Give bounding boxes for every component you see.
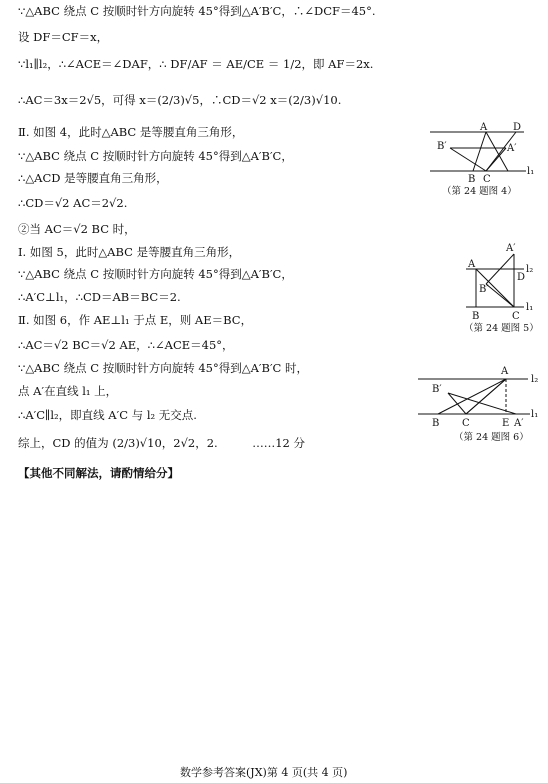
fig5-label-ap: A′ [506, 243, 516, 254]
fig6-label-c: C [462, 418, 470, 429]
solution-line-10: Ⅰ. 如图 5，此时△ABC 是等腰直角三角形， [18, 245, 241, 259]
figure-5 [462, 240, 542, 334]
fig6-label-a: A [501, 366, 509, 377]
fig5-label-l2: l₂ [526, 264, 534, 275]
fig4-caption: （第 24 题图 4） [442, 186, 517, 197]
fig6-label-b: B [432, 418, 440, 429]
fig4-label-ap: A′ [507, 143, 517, 154]
fig4-label-bp: B′ [437, 141, 447, 152]
fig5-label-a: A [468, 259, 476, 270]
solution-line-5: Ⅱ. 如图 4，此时△ABC 是等腰直角三角形， [18, 125, 244, 139]
fig6-caption: （第 24 题图 6） [454, 432, 529, 443]
solution-line-15: ∵△ABC 绕点 C 按顺时针方向旋转 45°得到△A′B′C 时， [18, 361, 309, 375]
solution-line-18: 综上，CD 的值为 (2/3)√10，2√2，2. ……12 分 [18, 436, 305, 450]
solution-line-13: Ⅱ. 如图 6，作 AE⊥l₁ 于点 E，则 AE＝BC， [18, 313, 253, 327]
fig5-caption: （第 24 题图 5） [464, 323, 539, 334]
grading-note: 【其他不同解法，请酌情给分】 [18, 466, 179, 480]
fig4-label-c: C [483, 174, 491, 185]
fig4-label-d: D [513, 122, 522, 133]
solution-line-7: ∴△ACD 是等腰直角三角形， [18, 171, 168, 185]
solution-line-8: ∴CD＝√2 AC＝2√2. [18, 196, 128, 210]
solution-line-1: ∵△ABC 绕点 C 按顺时针方向旋转 45°得到△A′B′C，∴∠DCF＝45°. [18, 4, 376, 18]
fig4-label-l1: l₁ [527, 166, 535, 177]
fig5-label-d: D [517, 272, 526, 283]
fig4-label-a: A [480, 122, 488, 133]
figure-6 [414, 362, 546, 448]
fig5-label-l1: l₁ [526, 302, 534, 313]
fig4-label-b: B [468, 174, 476, 185]
fig6-label-bp: B′ [432, 384, 442, 395]
fig5-label-bp: B′ [479, 284, 489, 295]
solution-line-12: ∴A′C⊥l₁，∴CD＝AB＝BC＝2. [18, 290, 181, 304]
solution-line-3: ∵l₁∥l₂，∴∠ACE＝∠DAF，∴ DF/AF ＝ AE/CE ＝ 1/2，即 AF＝2x. [18, 57, 374, 71]
page-footer: 数学参考答案(JX)第 4 页(共 4 页) [180, 766, 348, 779]
solution-line-16: 点 A′在直线 l₁ 上， [18, 384, 118, 398]
fig6-label-ap: A′ [514, 418, 524, 429]
fig5-label-b: B [472, 311, 480, 322]
fig6-label-l1: l₁ [531, 409, 539, 420]
solution-line-17: ∴A′C∥l₂，即直线 A′C 与 l₂ 无交点. [18, 408, 197, 422]
solution-line-9: ②当 AC＝√2 BC 时， [18, 222, 136, 236]
solution-line-4: ∴AC＝3x＝2√5，可得 x＝(2/3)√5，∴CD＝√2 x＝(2/3)√10. [18, 93, 342, 107]
fig6-label-l2: l₂ [531, 374, 539, 385]
solution-line-14: ∴AC＝√2 BC＝√2 AE，∴∠ACE＝45°， [18, 338, 234, 352]
solution-line-6: ∵△ABC 绕点 C 按顺时针方向旋转 45°得到△A′B′C， [18, 149, 293, 163]
fig6-label-e: E [502, 418, 510, 429]
fig5-label-c: C [512, 311, 520, 322]
solution-line-2: 设 DF＝CF＝x， [18, 30, 109, 44]
figure-4 [428, 118, 540, 198]
solution-line-11: ∵△ABC 绕点 C 按顺时针方向旋转 45°得到△A′B′C， [18, 267, 293, 281]
